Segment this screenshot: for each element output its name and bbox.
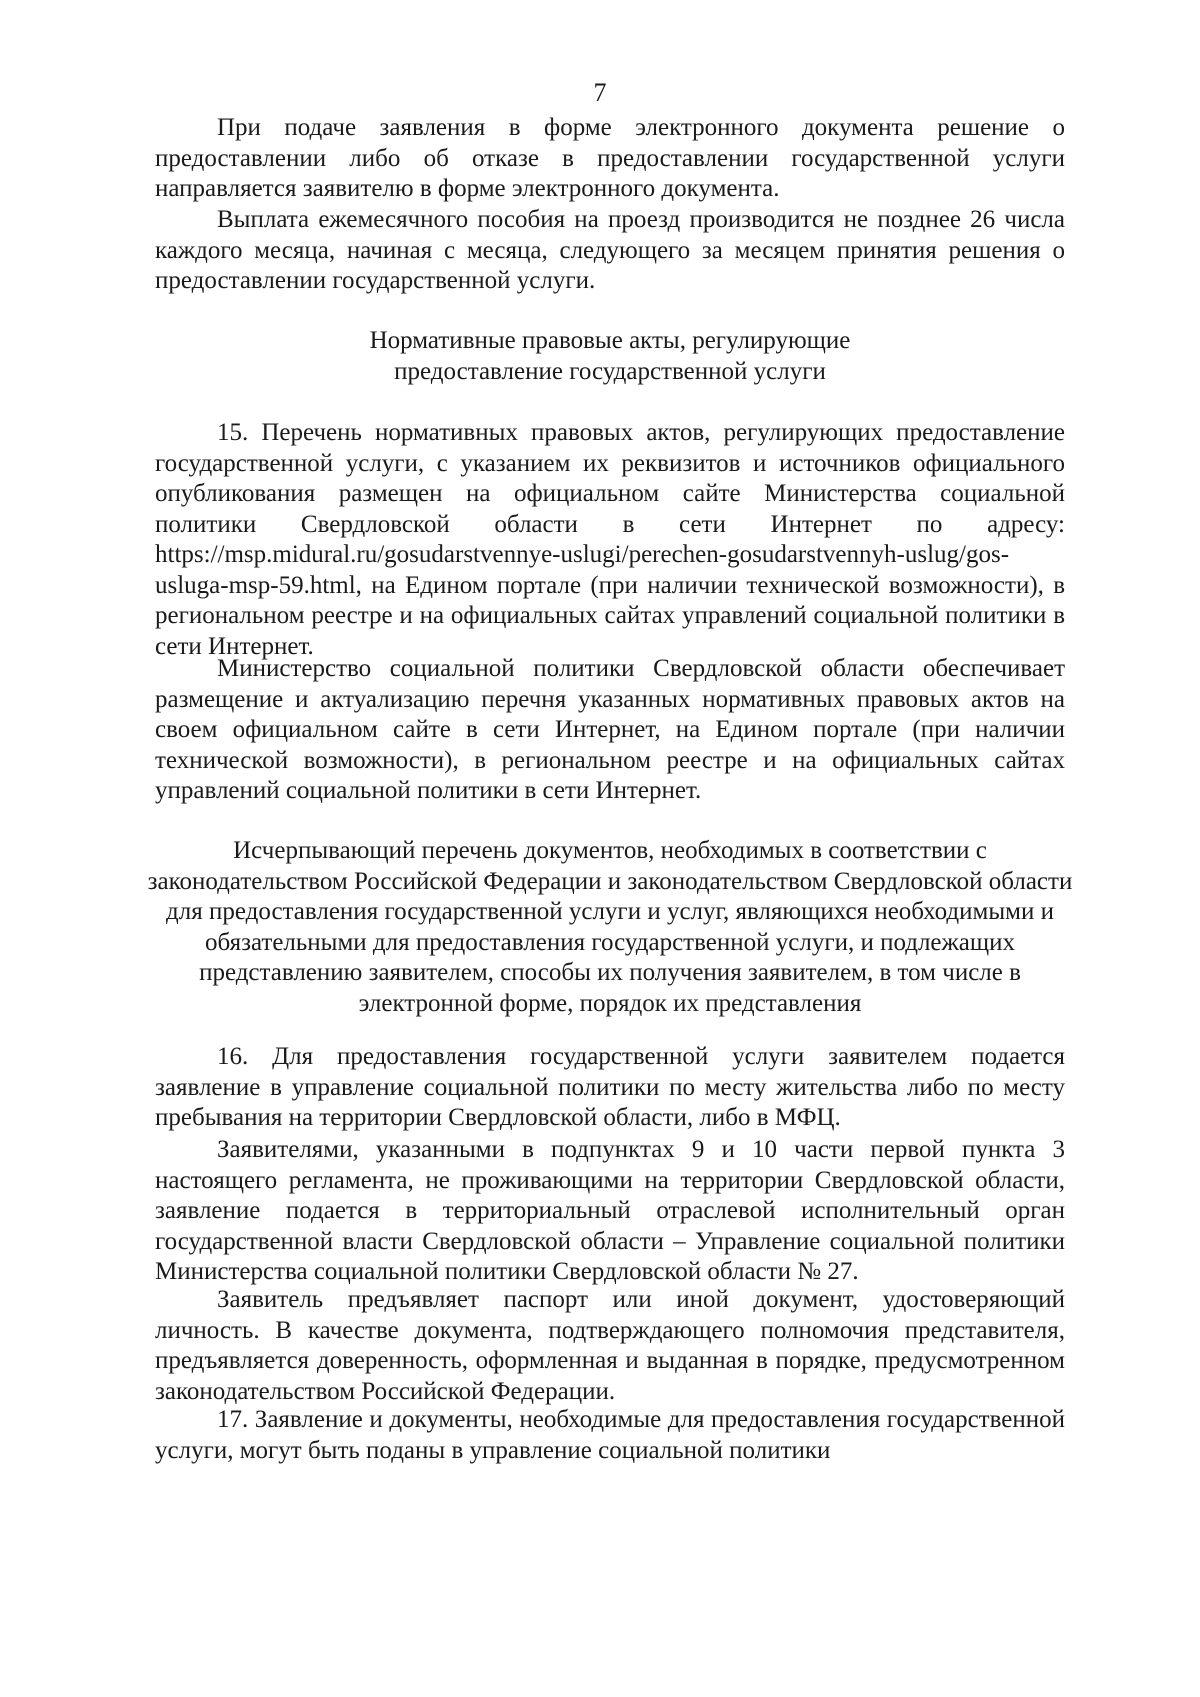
- paragraph-ministry-duties: Министерство социальной политики Свердловской области обеспечивает размещение и актуализацию перечня указанных нормативных правовых актов на своем официальном сайте в сети Интернет, на Едином портале (при наличии технической возможности), в региональном реестре и на официальных сайтах управлений социальной политики в сети Интернет.: [155, 655, 1065, 804]
- paragraph-payment-deadline: Выплата ежемесячного пособия на проезд производится не позднее 26 числа каждого месяца, начиная с месяца, следующего за месяцем принятия решения о предоставлении государственной услуги.: [155, 206, 1065, 294]
- heading-regulatory-acts: Нормативные правовые акты, регулирующие предоставление государственной услуги: [369, 327, 851, 385]
- heading-documents-list: Исчерпывающий перечень документов, необходимых в соответствии с законодательством Российской Федерации и законодательством Свердловской области для предоставления государственной услуги и услуг, являющихся необходимыми и обязательными для предоставления государственной услуги, и подлежащих представлению заявителем, способы их получения заявителем, в том числе в электронной форме, порядок их представления: [147, 837, 1073, 1017]
- page-number: 7: [593, 78, 607, 107]
- paragraph-item-17: 17. Заявление и документы, необходимые для предоставления государственной услуги, могут быть поданы в управление социальной политики: [155, 1406, 1065, 1464]
- paragraph-electronic-decision: При подаче заявления в форме электронного документа решение о предоставлении либо об отказе в предоставлении государственной услуги направляется заявителю в форме электронного документа.: [155, 114, 1065, 202]
- paragraph-item-15: 15. Перечень нормативных правовых актов, регулирующих предоставление государственной услуги, с указанием их реквизитов и источников официального опубликования размещен на официальном сайте Министерства социальной политики Свердловской области в сети Интернет по адресу: https://msp.midural.ru/gosudarstvennye-uslugi/perechen-gosudarstvennyh-uslug/gos-usluga-msp-59.html, на Едином портале (при наличии технической возможности), в региональном реестре и на официальных сайтах управлений социальной политики в сети Интернет.: [155, 419, 1065, 660]
- paragraph-item-16: 16. Для предоставления государственной услуги заявителем подается заявление в управление социальной политики по месту жительства либо по месту пребывания на территории Свердловской области, либо в МФЦ.: [155, 1043, 1065, 1131]
- paragraph-passport: Заявитель предъявляет паспорт или иной документ, удостоверяющий личность. В качестве документа, подтверждающего полномочия представителя, предъявляется доверенность, оформленная и выданная в порядке, предусмотренном законодательством Российской Федерации.: [155, 1286, 1065, 1405]
- paragraph-applicants-outside: Заявителями, указанными в подпунктах 9 и 10 части первой пункта 3 настоящего регламента, не проживающими на территории Свердловской области, заявление подается в территориальный отраслевой исполнительный орган государственной власти Свердловской области – Управление социальной политики Министерства социальной политики Свердловской области № 27.: [155, 1136, 1065, 1285]
